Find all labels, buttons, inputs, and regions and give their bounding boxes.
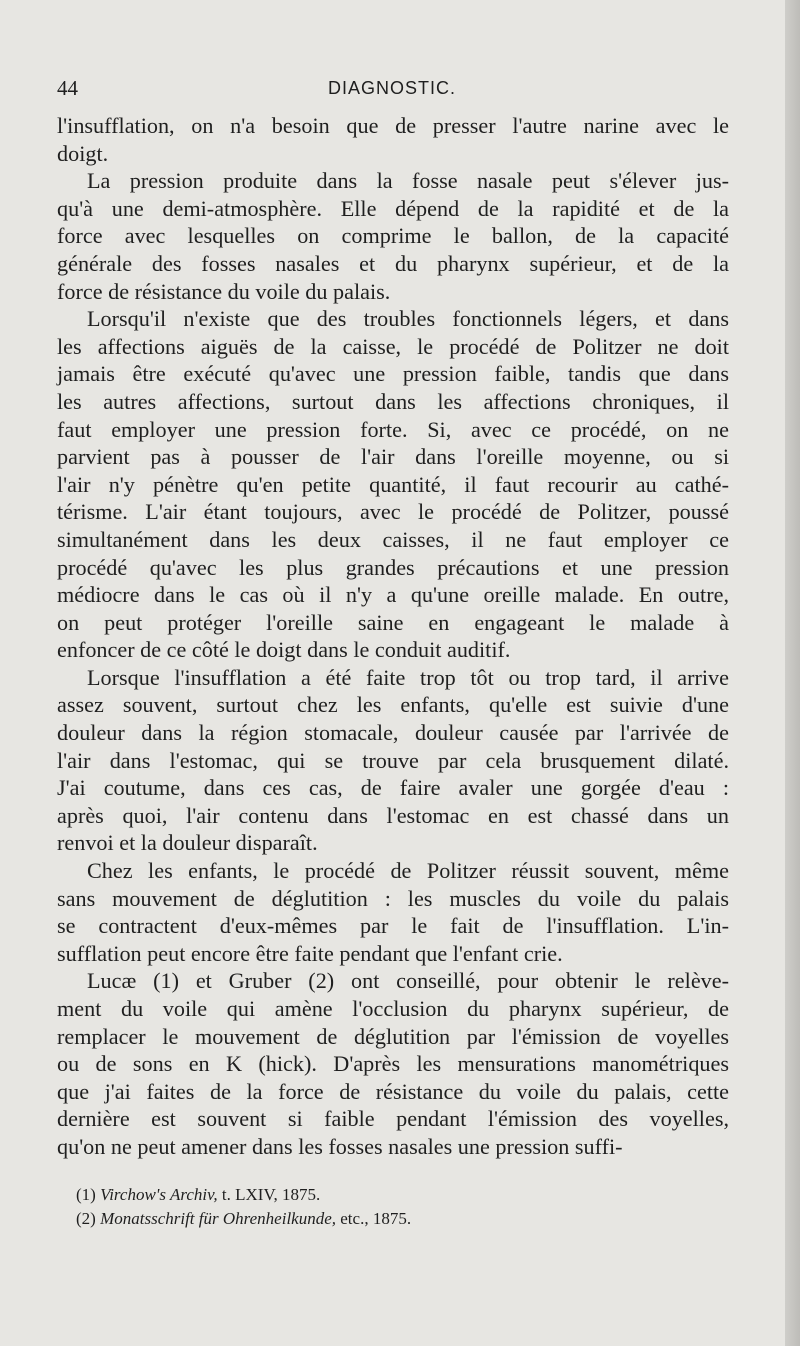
text-line: Chez les enfants, le procédé de Politzer réussit souvent, même [87,858,729,884]
footnote [76,1207,716,1231]
text-line: force avec lesquelles on comprime le ballon, de la capacité [57,223,729,249]
text-line: Lorsque l'insufflation a été faite trop tôt ou trop tard, il arrive [87,664,729,690]
text-line: sans mouvement de déglutition : les muscles du voile du palais [57,885,729,911]
text-line: remplacer le mouvement de déglutition par l'émission de voyelles [57,1023,729,1049]
text-line: dernière est souvent si faible pendant l'émission des voyelles, [57,1106,729,1132]
text-line: ou de sons en K (hick). D'après les mensurations manométriques [57,1051,729,1077]
page-number: 44 [57,76,78,100]
text-line: que j'ai faites de la force de résistance du voile du palais, cette [57,1078,729,1104]
text-line: on peut protéger l'oreille saine en engageant le malade à [57,609,729,635]
footnotes [76,1183,716,1231]
text-line: l'air n'y pénètre qu'en petite quantité, il faut recourir au cathé- [57,471,729,497]
footnote-title: Monatsschrift für Ohrenheilkunde, [100,1209,337,1228]
body-text [57,112,729,1161]
page-edge [785,0,800,1346]
footnote-title: Virchow's Archiv, [100,1185,218,1204]
text-line: térisme. L'air étant toujours, avec le procédé de Politzer, poussé [57,499,729,525]
footnote-marker: (2) [76,1209,96,1228]
text-line: enfoncer de ce côté le doigt dans le conduit auditif. [57,637,511,663]
page-header [57,76,727,106]
text-line: se contractent d'eux-mêmes par le fait de l'insufflation. L'in- [57,913,729,939]
text-line: jamais être exécuté qu'avec une pression faible, tandis que dans [57,361,729,387]
text-line: faut employer une pression forte. Si, avec ce procédé, on ne [57,416,729,442]
text-line: force de résistance du voile du palais. [57,278,391,304]
text-line: parvient pas à pousser de l'air dans l'oreille moyenne, ou si [57,444,729,470]
text-line: les autres affections, surtout dans les affections chroniques, il [57,388,729,414]
text-line: qu'à une demi-atmosphère. Elle dépend de la rapidité et de la [57,195,729,221]
text-line: J'ai coutume, dans ces cas, de faire avaler une gorgée d'eau : [57,775,729,801]
text-line: Lucæ (1) et Gruber (2) ont conseillé, pour obtenir le relève- [87,968,729,994]
text-line: assez souvent, surtout chez les enfants, qu'elle est suivie d'une [57,692,729,718]
text-line: sufflation peut encore être faite pendant que l'enfant crie. [57,940,563,966]
running-title: DIAGNOSTIC. [327,78,456,98]
text-line: générale des fosses nasales et du pharynx supérieur, et de la [57,250,729,276]
footnote-marker: (1) [76,1185,96,1204]
text-line: doigt. [57,140,109,166]
text-line: renvoi et la douleur disparaît. [57,830,318,856]
text-line: l'insufflation, on n'a besoin que de presser l'autre narine avec le [57,113,729,138]
text-line: médiocre dans le cas où il n'y a qu'une oreille malade. En outre, [57,582,729,608]
text-line: simultanément dans les deux caisses, il ne faut employer ce [57,526,729,552]
text-line: procédé qu'avec les plus grandes précautions et une pression [57,554,729,580]
text-line: l'air dans l'estomac, qui se trouve par cela brusquement dilaté. [57,747,729,773]
footnote-details: etc., 1875. [336,1209,412,1228]
text-line: ment du voile qui amène l'occlusion du pharynx supérieur, de [57,996,729,1021]
text-line: douleur dans la région stomacale, douleur causée par l'arrivée de [57,720,729,746]
text-line: La pression produite dans la fosse nasale peut s'élever jus- [87,168,729,194]
text-line: après quoi, l'air contenu dans l'estomac en est chassé dans un [57,802,729,828]
footnote-details: t. LXIV, 1875. [217,1185,321,1204]
text-line: Lorsqu'il n'existe que des troubles fonctionnels légers, et dans [87,306,729,332]
footnote [76,1183,716,1207]
text-line: qu'on ne peut amener dans les fosses nasales une pression suffi- [57,1133,623,1159]
text-line: les affections aiguës de la caisse, le procédé de Politzer ne doit [57,333,729,359]
